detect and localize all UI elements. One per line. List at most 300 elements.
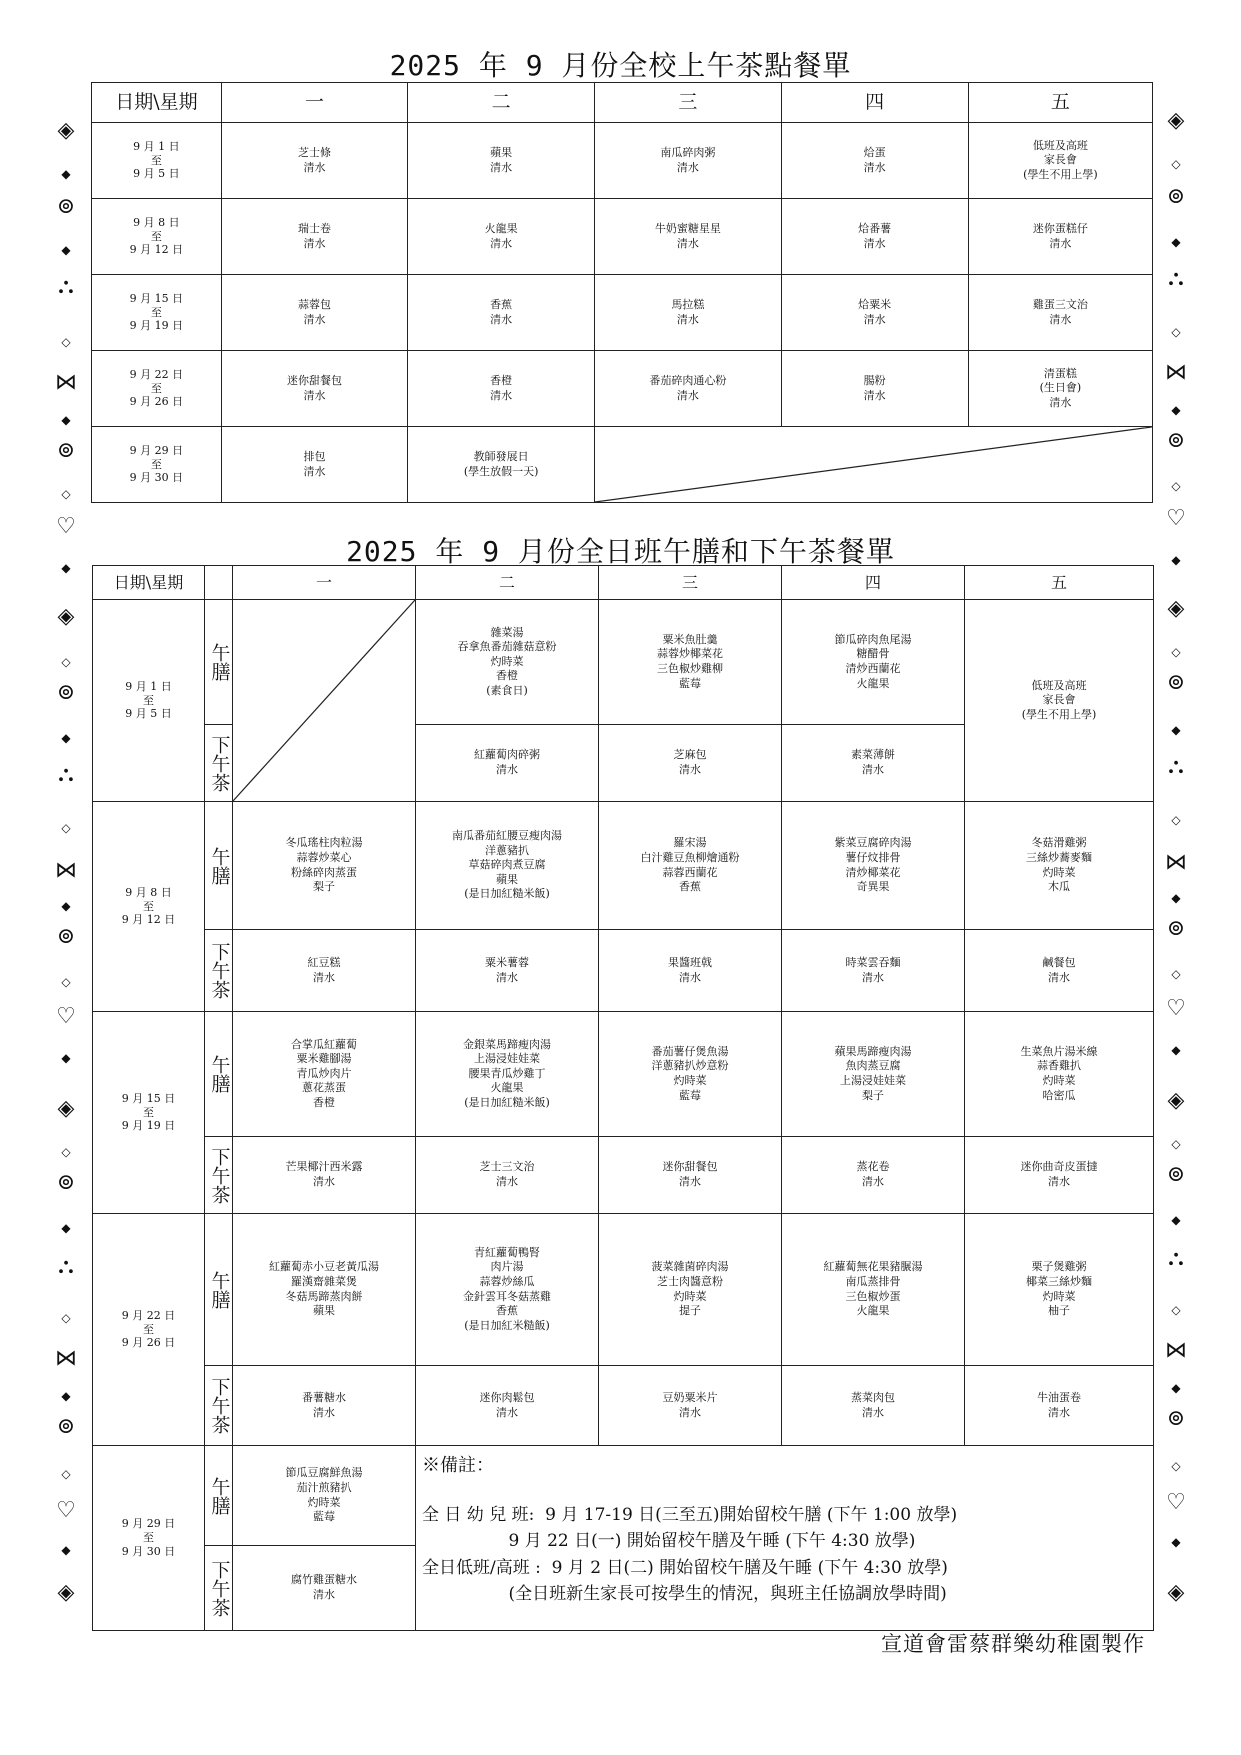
menu-line: 番薯糖水 (302, 1390, 346, 1404)
menu-line: 清水 (490, 388, 513, 402)
menu-line: 三絲炒蕎麥麵 (1026, 850, 1092, 864)
menu-line: 青瓜炒肉片 (296, 1066, 352, 1080)
tea-row (93, 930, 1154, 1012)
menu-cell (781, 351, 968, 427)
menu-line: 柚子 (1048, 1304, 1070, 1318)
date-line: 9 月 15 日 (121, 1091, 176, 1105)
menu-line: 蒸菜肉包 (851, 1390, 895, 1404)
date-range (92, 199, 222, 275)
dot-icon: ◆ (61, 1221, 71, 1235)
dot-icon: ◇ (61, 1311, 71, 1325)
menu-cell (221, 199, 407, 275)
menu-line: 火龍果 (856, 1304, 890, 1318)
menu-line: 蒜蓉炒菜心 (296, 850, 352, 864)
menu-line: 腐竹雞蛋糖水 (291, 1573, 357, 1587)
date-line: 至 (150, 153, 162, 167)
diamond-ring-icon: ◈ (57, 604, 75, 629)
menu-line: 灼時菜 (1042, 865, 1076, 879)
tea-cell (416, 725, 599, 802)
menu-line: 腸粉 (863, 373, 886, 387)
menu-cell (968, 275, 1152, 351)
lollipop-icon: ⊚ (1166, 428, 1186, 453)
tea-label: 下午茶 (205, 1366, 233, 1446)
cake-icon: ⛬ (1168, 266, 1184, 291)
menu-line: 馬拉糕 (671, 297, 705, 311)
menu-line: 迷你蛋糕仔 (1032, 221, 1088, 235)
menu-line: 肉片湯 (490, 1260, 524, 1274)
menu-cell (781, 199, 968, 275)
weekday-header: 二 (416, 566, 599, 600)
lunch-cell (233, 802, 416, 930)
lunch-cell (965, 802, 1154, 930)
menu-line: 羅宋湯 (673, 836, 707, 850)
menu-line: 芝士三文治 (479, 1160, 535, 1174)
menu-line: 椰菜三絲炒麵 (1026, 1274, 1092, 1288)
lollipop-icon: ⊚ (1166, 1406, 1186, 1431)
menu-line: 生菜魚片湯米線 (1020, 1044, 1098, 1058)
tea-row (93, 1137, 1154, 1214)
lollipop-icon: ⊚ (1166, 916, 1186, 941)
menu-line: 香蕉 (679, 880, 701, 894)
menu-line: 上湯浸娃娃菜 (840, 1074, 906, 1087)
menu-line: 藍莓 (679, 676, 701, 690)
tea-cell (965, 930, 1154, 1012)
menu-line: 清水 (676, 312, 699, 326)
menu-cell (781, 275, 968, 351)
candy-icon: ⋈ (1165, 360, 1187, 385)
menu-line: 白汁雞豆魚柳燴通粉 (640, 850, 740, 864)
tea-cell (416, 930, 599, 1012)
menu-line: 香蕉 (490, 297, 513, 311)
tea-cell (965, 1137, 1154, 1214)
menu-cell (221, 123, 407, 199)
menu-line: 香橙 (490, 373, 513, 387)
lunch-cell (416, 1012, 599, 1137)
menu-line: 藍莓 (679, 1088, 701, 1102)
date-line: 9 月 5 日 (133, 167, 180, 181)
menu-line: 雞蛋三文治 (1032, 297, 1088, 311)
date-line: 9 月 1 日 (125, 679, 172, 693)
lunch-cell (782, 600, 965, 725)
lunch-label: 午膳 (205, 1446, 233, 1546)
cake-icon: ⛬ (58, 1254, 74, 1279)
menu-line: 糖醋骨 (856, 647, 890, 661)
menu-cell (595, 351, 781, 427)
table-row (92, 123, 1153, 199)
lollipop-icon: ⊚ (56, 924, 76, 949)
menu-line: (生日會) (1039, 381, 1082, 395)
diagonal-line (233, 600, 415, 801)
tea-cell (599, 1137, 782, 1214)
menu-line: 番茄薯仔煲魚湯 (651, 1044, 729, 1058)
cake-icon: ⛬ (1168, 754, 1184, 779)
menu-line: (是日加紅糙米飯) (464, 1095, 550, 1109)
fullday-menu-table (92, 565, 1154, 1631)
menu-line: 栗子煲雞粥 (1031, 1260, 1087, 1274)
menu-line: 冬菇滑雞粥 (1031, 836, 1087, 850)
date-line: 至 (143, 693, 154, 707)
date-range (92, 427, 222, 503)
menu-line: 清水 (1049, 395, 1072, 409)
lollipop-icon: ⊚ (56, 1414, 76, 1439)
menu-line: 火龍果 (856, 676, 890, 690)
lunch-row (93, 1012, 1154, 1137)
lunch-row (93, 802, 1154, 930)
date-line: 9 月 19 日 (121, 1119, 176, 1133)
lunch-cell (416, 802, 599, 930)
menu-line: 清水 (313, 1405, 335, 1419)
menu-line: 牛油蛋卷 (1037, 1390, 1081, 1404)
menu-line: 蒜蓉炒絲瓜 (479, 1274, 535, 1288)
menu-line: 香橙 (496, 669, 518, 683)
date-line: 9 月 8 日 (125, 885, 172, 899)
date-range (92, 351, 222, 427)
weekday-header: 一 (221, 83, 407, 123)
menu-line: 清水 (676, 388, 699, 402)
date-line: 至 (150, 381, 162, 395)
dot-icon: ◆ (1171, 553, 1181, 567)
menu-line: 豆奶粟米片 (662, 1390, 718, 1404)
diamond-ring-icon: ◈ (57, 118, 75, 143)
menu-cell (408, 123, 595, 199)
menu-line: 金針雲耳冬菇蒸雞 (463, 1289, 551, 1303)
date-line: 9 月 1 日 (133, 139, 180, 153)
menu-line: 梨子 (313, 880, 335, 894)
dot-icon: ◆ (1171, 1381, 1181, 1395)
notes-heading: ※備註： (422, 1455, 494, 1476)
menu-line: 提子 (679, 1304, 701, 1318)
date-line: 至 (143, 1531, 154, 1545)
lunch-cell (965, 600, 1154, 802)
table-row (92, 199, 1153, 275)
diamond-ring-icon: ◈ (1167, 1580, 1185, 1605)
menu-line: 節瓜碎肉魚尾湯 (834, 632, 912, 646)
corner-header: 日期\星期 (93, 566, 205, 600)
lunch-label: 午膳 (205, 1012, 233, 1137)
label-header-blank (205, 566, 233, 600)
candy-icon: ⋈ (55, 370, 77, 395)
lunch-cell (965, 1012, 1154, 1137)
heart-icon: ♡ (1166, 1490, 1186, 1515)
menu-cell (595, 123, 781, 199)
menu-line: 魚肉蒸豆腐 (845, 1059, 901, 1073)
menu-line: 清水 (496, 1405, 518, 1419)
weekday-header: 三 (595, 83, 781, 123)
menu-cell (968, 199, 1152, 275)
menu-line: 時菜雲吞麵 (845, 955, 901, 969)
menu-line: 蒸花卷 (856, 1160, 890, 1174)
tea-cell (599, 930, 782, 1012)
menu-line: 清水 (862, 970, 884, 984)
menu-line: 羅漢齋雜菜煲 (291, 1274, 357, 1288)
menu-line: 清水 (490, 312, 513, 326)
lunch-cell (599, 1012, 782, 1137)
lunch-cell (416, 600, 599, 725)
dot-icon: ◇ (1171, 1303, 1181, 1317)
menu-line: 清水 (679, 1175, 701, 1188)
menu-line: 清水 (863, 160, 886, 174)
date-range (92, 123, 222, 199)
date-range (93, 802, 205, 1012)
dot-icon: ◆ (61, 731, 71, 745)
cake-icon: ⛬ (58, 762, 74, 787)
date-line: 9 月 30 日 (129, 471, 184, 485)
dot-icon: ◆ (61, 413, 71, 427)
menu-line: 奇異果 (856, 880, 890, 894)
lunch-cell (416, 1214, 599, 1366)
blank-cell (595, 427, 1153, 503)
dot-icon: ◇ (1171, 813, 1181, 827)
morning-menu-table (91, 82, 1153, 503)
menu-line: 芝麻包 (673, 748, 707, 762)
menu-line: 腰果青瓜炒雞丁 (468, 1066, 546, 1080)
menu-line: 冬菇馬蹄蒸肉餅 (285, 1289, 363, 1303)
lunch-label: 午膳 (205, 600, 233, 725)
menu-line: 三色椒炒雞柳 (657, 662, 723, 675)
weekday-header: 二 (408, 83, 595, 123)
menu-line: 哈密瓜 (1042, 1088, 1076, 1102)
menu-line: 洋蔥豬扒 (485, 843, 529, 857)
menu-line: 牛奶蜜糖星星 (654, 221, 721, 235)
menu-cell (408, 275, 595, 351)
menu-cell (408, 427, 595, 503)
tea-label: 下午茶 (205, 930, 233, 1012)
lunch-cell (233, 1214, 416, 1366)
lunch-cell (233, 1012, 416, 1137)
diagonal-strike (595, 427, 1152, 502)
candy-icon: ⋈ (55, 858, 77, 883)
menu-line: 青紅蘿蔔鴨腎 (474, 1245, 540, 1259)
menu-line: 上湯浸娃娃菜 (474, 1052, 540, 1066)
lollipop-icon: ⊚ (56, 194, 76, 219)
tea-label: 下午茶 (205, 1546, 233, 1631)
menu-line: 節瓜豆腐鮮魚湯 (285, 1466, 363, 1480)
date-range (92, 275, 222, 351)
menu-line: 清水 (303, 160, 326, 174)
menu-line: 南瓜碎肉粥 (660, 145, 716, 159)
menu-line: 南瓜番茄紅腰豆瘦肉湯 (452, 829, 562, 843)
menu-line: 芝士肉醬意粉 (657, 1274, 723, 1288)
menu-line: 粟米雞腳湯 (296, 1052, 352, 1066)
menu-cell (408, 199, 595, 275)
date-range (93, 1446, 205, 1631)
dot-icon: ◇ (61, 1467, 71, 1481)
menu-line: 吞拿魚番茄雜菇意粉 (457, 640, 557, 654)
menu-line: 清水 (496, 1175, 518, 1188)
dot-icon: ◇ (61, 821, 71, 835)
tea-cell (782, 930, 965, 1012)
menu-line: 清水 (676, 236, 699, 250)
notes-cell (416, 1446, 1154, 1631)
lunch-row (93, 1446, 1154, 1546)
menu-line: 蒜蓉西蘭花 (662, 865, 718, 879)
dot-icon: ◇ (1171, 645, 1181, 659)
heart-icon: ♡ (1166, 996, 1186, 1021)
tea-cell (233, 1546, 416, 1631)
menu-line: (是日加紅米糙飯) (464, 1318, 550, 1332)
dot-icon: ◆ (61, 899, 71, 913)
tea-cell (599, 725, 782, 802)
candy-icon: ⋈ (1165, 850, 1187, 875)
menu-line: 雜菜湯 (490, 625, 524, 639)
candy-icon: ⋈ (1165, 1338, 1187, 1363)
menu-line: (素食日) (486, 683, 528, 697)
dot-icon: ◆ (61, 1389, 71, 1403)
date-range (93, 1214, 205, 1446)
menu-cell (221, 275, 407, 351)
menu-line: 菠菜雜菌碎肉湯 (651, 1260, 729, 1274)
tea-cell (233, 1137, 416, 1214)
dot-icon: ◇ (61, 335, 71, 349)
menu-line: 茄汁煎豬扒 (296, 1480, 352, 1494)
heart-icon: ♡ (56, 514, 76, 539)
tea-row (93, 1366, 1154, 1446)
header-row (93, 566, 1154, 600)
menu-line: 清水 (862, 763, 884, 776)
menu-line: 烚番薯 (858, 221, 892, 235)
lunch-label: 午膳 (205, 1214, 233, 1366)
weekday-header: 四 (782, 566, 965, 600)
menu-line: 教師發展日 (473, 449, 529, 463)
menu-line: 清水 (303, 236, 326, 250)
menu-line: 芝士條 (297, 145, 331, 159)
menu-line: 清水 (303, 464, 326, 478)
menu-line: (學生放假一天) (463, 464, 539, 478)
date-line: 9 月 22 日 (121, 1308, 176, 1322)
date-line: 至 (143, 899, 154, 913)
menu-line: 清水 (303, 388, 326, 402)
menu-line: (學生不用上學) (1023, 167, 1098, 181)
weekday-header: 五 (968, 83, 1152, 123)
menu-line: 清水 (863, 236, 886, 250)
lunch-cell (599, 1214, 782, 1366)
corner-header: 日期\星期 (92, 83, 222, 123)
dot-icon: ◆ (1171, 891, 1181, 905)
tea-cell (782, 1137, 965, 1214)
menu-line: 蒜蓉包 (297, 297, 331, 311)
date-line: 9 月 5 日 (125, 707, 172, 721)
notes-line: 9 月 22 日(一) 開始留校午膳及午睡 (下午 4:30 放學) (422, 1531, 916, 1552)
menu-line: 清水 (679, 970, 701, 984)
menu-line: 清水 (863, 388, 886, 402)
diagonal-strike (233, 600, 415, 801)
menu-line: 藍莓 (313, 1510, 335, 1524)
menu-line: 清水 (862, 1175, 884, 1188)
dot-icon: ◇ (61, 487, 71, 501)
menu-line: 清水 (679, 1405, 701, 1419)
cake-icon: ⛬ (58, 274, 74, 299)
menu-line: 灼時菜 (490, 654, 524, 668)
lunch-cell (782, 802, 965, 930)
dot-icon: ◇ (61, 975, 71, 989)
dot-icon: ◇ (61, 655, 71, 669)
menu-line: 梨子 (862, 1088, 884, 1102)
menu-line: 粉絲碎肉蒸蛋 (291, 865, 357, 879)
menu-line: 清水 (676, 160, 699, 174)
lollipop-icon: ⊚ (1166, 184, 1186, 209)
tea-cell (599, 1366, 782, 1446)
menu-line: 清水 (496, 763, 518, 776)
tea-cell (782, 1366, 965, 1446)
lollipop-icon: ⊚ (56, 680, 76, 705)
menu-line: 灼時菜 (1042, 1074, 1076, 1087)
menu-line: 清水 (1048, 1405, 1070, 1419)
menu-cell (968, 123, 1152, 199)
cake-icon: ⛬ (1168, 1246, 1184, 1271)
footer-credit: 宣道會雷蔡群樂幼稚園製作 (881, 1632, 1145, 1656)
date-line: 至 (143, 1322, 154, 1336)
menu-line: 烚蛋 (863, 145, 886, 159)
menu-line: 南瓜蒸排骨 (845, 1274, 901, 1288)
menu-line: 清水 (313, 970, 335, 984)
dot-icon: ◇ (61, 1145, 71, 1159)
menu-line: 清水 (313, 1175, 335, 1188)
date-line: 至 (143, 1105, 154, 1119)
date-line: 9 月 26 日 (121, 1336, 176, 1350)
lunch-label: 午膳 (205, 802, 233, 930)
header-row (92, 83, 1153, 123)
tea-cell (965, 1366, 1154, 1446)
lunch-cell (965, 1214, 1154, 1366)
lollipop-icon: ⊚ (56, 438, 76, 463)
dot-icon: ◆ (1171, 1213, 1181, 1227)
notes-line: 全日低班/高班 : 9 月 2 日(二) 開始留校午膳及午睡 (下午 4:30 放學) (422, 1557, 948, 1578)
menu-line: 紅蘿蔔肉碎粥 (474, 748, 540, 762)
diamond-ring-icon: ◈ (1167, 108, 1185, 133)
menu-line: 清水 (496, 970, 518, 984)
fullday-menu-title: 2025 年 9 月份全日班午膳和下午茶餐單 (346, 535, 895, 568)
dot-icon: ◆ (1171, 1043, 1181, 1057)
menu-line: 瑞士卷 (297, 221, 331, 235)
menu-line: 番茄碎肉通心粉 (649, 373, 727, 387)
menu-line: 蘋果 (313, 1304, 335, 1318)
menu-line: 芒果椰汁西米露 (285, 1160, 363, 1174)
date-line: 9 月 22 日 (129, 367, 184, 381)
menu-line: 蘋果 (490, 145, 513, 159)
menu-line: 清水 (1049, 236, 1072, 250)
menu-line: 清水 (490, 236, 513, 250)
menu-line: 洋蔥豬扒炒意粉 (651, 1059, 729, 1073)
date-line: 9 月 26 日 (129, 395, 184, 409)
table-row (92, 427, 1153, 503)
menu-line: 清炒椰菜花 (845, 865, 901, 879)
lunch-cell (599, 802, 782, 930)
menu-line: 灼時菜 (1042, 1289, 1076, 1303)
menu-cell (221, 351, 407, 427)
dot-icon: ◇ (1171, 1459, 1181, 1473)
heart-icon: ♡ (56, 1498, 76, 1523)
dot-icon: ◆ (1171, 1535, 1181, 1549)
lollipop-icon: ⊚ (1166, 1162, 1186, 1187)
menu-line: 清水 (1049, 312, 1072, 326)
menu-line: 合掌瓜紅蘿蔔 (291, 1037, 357, 1051)
menu-line: 家長會 (1042, 693, 1076, 707)
dot-icon: ◇ (1171, 325, 1181, 339)
menu-line: 灼時菜 (673, 1289, 707, 1303)
lunch-cell (782, 1214, 965, 1366)
menu-line: 迷你曲奇皮蛋撻 (1020, 1160, 1098, 1174)
menu-line: 紅豆糕 (307, 955, 341, 969)
menu-line: 鹹餐包 (1042, 955, 1076, 969)
menu-line: 果醬班戟 (668, 955, 712, 969)
menu-line: 清水 (862, 1405, 884, 1419)
weekday-header: 四 (781, 83, 968, 123)
menu-line: (學生不用上學) (1021, 707, 1097, 721)
diamond-ring-icon: ◈ (57, 1096, 75, 1121)
menu-line: 蘋果 (496, 872, 518, 886)
notes-line: 全 日 幼 兒 班: 9 月 17-19 日(三至五)開始留校午膳 (下午 1:00 放學) (422, 1504, 958, 1525)
candy-icon: ⋈ (55, 1346, 77, 1371)
